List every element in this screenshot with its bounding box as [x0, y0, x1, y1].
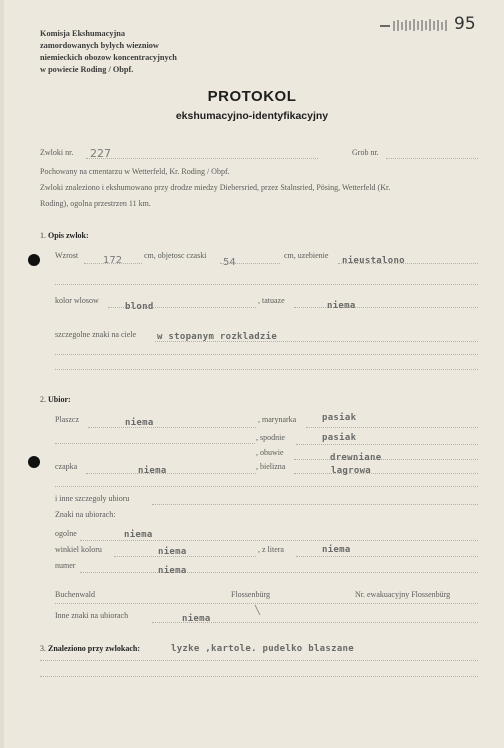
- czapka-line: [86, 473, 256, 474]
- numer-label: numer: [55, 561, 76, 570]
- tatuaze-label: , tatuaze: [258, 296, 285, 305]
- kolor-label: kolor wlosow: [55, 296, 99, 305]
- spodnie-label: , spodnie: [256, 433, 285, 442]
- cm-uzebienie-label: cm, uzebienie: [284, 251, 329, 260]
- zwloki-label: Zwloki nr.: [40, 148, 74, 157]
- marynarka-line: [306, 427, 478, 428]
- flossenburg-label: Flossenbürg: [231, 590, 270, 599]
- section-2-heading: [40, 395, 71, 404]
- obuwie-label: , obuwie: [256, 448, 284, 457]
- inne-znaki-label: Inne znaki na ubiorach: [55, 611, 129, 620]
- blank-line: [40, 676, 478, 677]
- pencil-mark: [254, 604, 262, 616]
- marynarka-value: pasiak: [322, 413, 357, 423]
- tatuaze-line: [294, 307, 478, 308]
- blank-line: [55, 369, 478, 370]
- section-3-title: Znaleziono przy zwlokach:: [48, 644, 140, 653]
- znaleziono-value: lyzke ,kartole. pudelko blaszane: [171, 644, 354, 654]
- blank-line: [55, 354, 478, 355]
- tatuaze-value: niema: [327, 301, 356, 311]
- ogolne-label: ogolne: [55, 529, 77, 538]
- section-1-number: 1.: [40, 231, 46, 240]
- wzrost-label: Wzrost: [55, 251, 79, 260]
- winkiel-value: niema: [158, 547, 187, 557]
- grob-label: Grob nr.: [352, 148, 379, 157]
- winkiel-label: winkiel koloru: [55, 545, 102, 554]
- corner-page-number: 95: [454, 14, 476, 34]
- section-3-heading: [40, 644, 140, 653]
- grob-line: [386, 158, 478, 159]
- inne-szczegoly-label: i inne szczegoly ubioru: [55, 494, 130, 503]
- blank-line: [55, 486, 478, 487]
- plaszcz-value: niema: [125, 418, 154, 428]
- ewakuacyjny-label: Nr. ewakuacyjny Flossenbürg: [355, 590, 451, 599]
- spodnie-line: [296, 444, 478, 445]
- czaska-value: 54: [223, 257, 236, 268]
- czapka-value: niema: [138, 466, 167, 476]
- punch-hole: [28, 254, 40, 266]
- blank-line: [55, 603, 478, 604]
- wzrost-value: 172: [103, 255, 123, 266]
- blank-line: [55, 443, 255, 444]
- section-2-title: Ubior:: [48, 395, 71, 404]
- kolor-value: blond: [125, 302, 154, 312]
- org-line-2: zamordowanych bylych wiezniow: [40, 41, 159, 50]
- blank-line: [55, 284, 478, 285]
- plaszcz-line: [88, 427, 256, 428]
- org-line-1: Komisja Ekshumacyjna: [40, 29, 126, 38]
- ogolne-value: niema: [124, 530, 153, 540]
- spodnie-value: pasiak: [322, 433, 357, 443]
- znaki-cialo-label: szczegolne znaki na ciele: [55, 330, 137, 339]
- org-line-4: w powiecie Roding / Obpf.: [40, 65, 134, 74]
- znaki-ubior-label: Znaki na ubiorach:: [55, 510, 116, 519]
- section-1-title: Opis zwlok:: [48, 231, 89, 240]
- znaleziono-line: [40, 660, 478, 661]
- zwloki-value: 227: [90, 147, 111, 160]
- obuwie-value: drewniane: [330, 453, 382, 463]
- cm-objetosc-label: cm, objetosc czaski: [144, 251, 207, 260]
- document-title: PROTOKOL: [207, 88, 297, 105]
- buried-line: Pochowany na cmentarzu w Wetterfeld, Kr. Roding / Obpf.: [40, 167, 230, 176]
- zwloki-line: [86, 158, 318, 159]
- found-line-2: Roding), ogolna przestrzen 11 km.: [40, 199, 151, 208]
- czapka-label: czapka: [55, 462, 78, 471]
- bielizna-label: , bielizna: [256, 462, 286, 471]
- found-line-1: Zwloki znaleziono i ekshumowano przy drodze miedzy Diebersried, przez Stalnsried, Pösing, Wetterfeld (Kr.: [40, 183, 391, 192]
- znaki-cialo-value: w stopanym rozkladzie: [157, 332, 278, 342]
- section-3-number: 3.: [40, 644, 46, 653]
- bielizna-value: lagrowa: [331, 466, 372, 476]
- litera-line: [296, 556, 478, 557]
- litera-label: , z litera: [258, 545, 284, 554]
- punch-hole: [28, 456, 40, 468]
- ogolne-line: [80, 540, 478, 541]
- litera-value: niema: [322, 545, 351, 555]
- buchenwald-label: Buchenwald: [55, 590, 95, 599]
- plaszcz-label: Plaszcz: [55, 415, 79, 424]
- obuwie-line: [294, 459, 478, 460]
- org-line-3: niemieckich obozow koncentracyjnych: [40, 53, 177, 62]
- section-2-number: 2.: [40, 395, 46, 404]
- inne-znaki-value: niema: [182, 614, 211, 624]
- marynarka-label: , marynarka: [258, 415, 297, 424]
- numer-line: [80, 572, 478, 573]
- section-1-heading: [40, 231, 89, 240]
- document-subtitle: ekshumacyjno-identyfikacyjny: [175, 110, 329, 122]
- inne-szczegoly-line: [152, 504, 478, 505]
- numer-value: niema: [158, 566, 187, 576]
- uzebienie-value: nieustalono: [342, 256, 405, 266]
- bielizna-line: [294, 473, 478, 474]
